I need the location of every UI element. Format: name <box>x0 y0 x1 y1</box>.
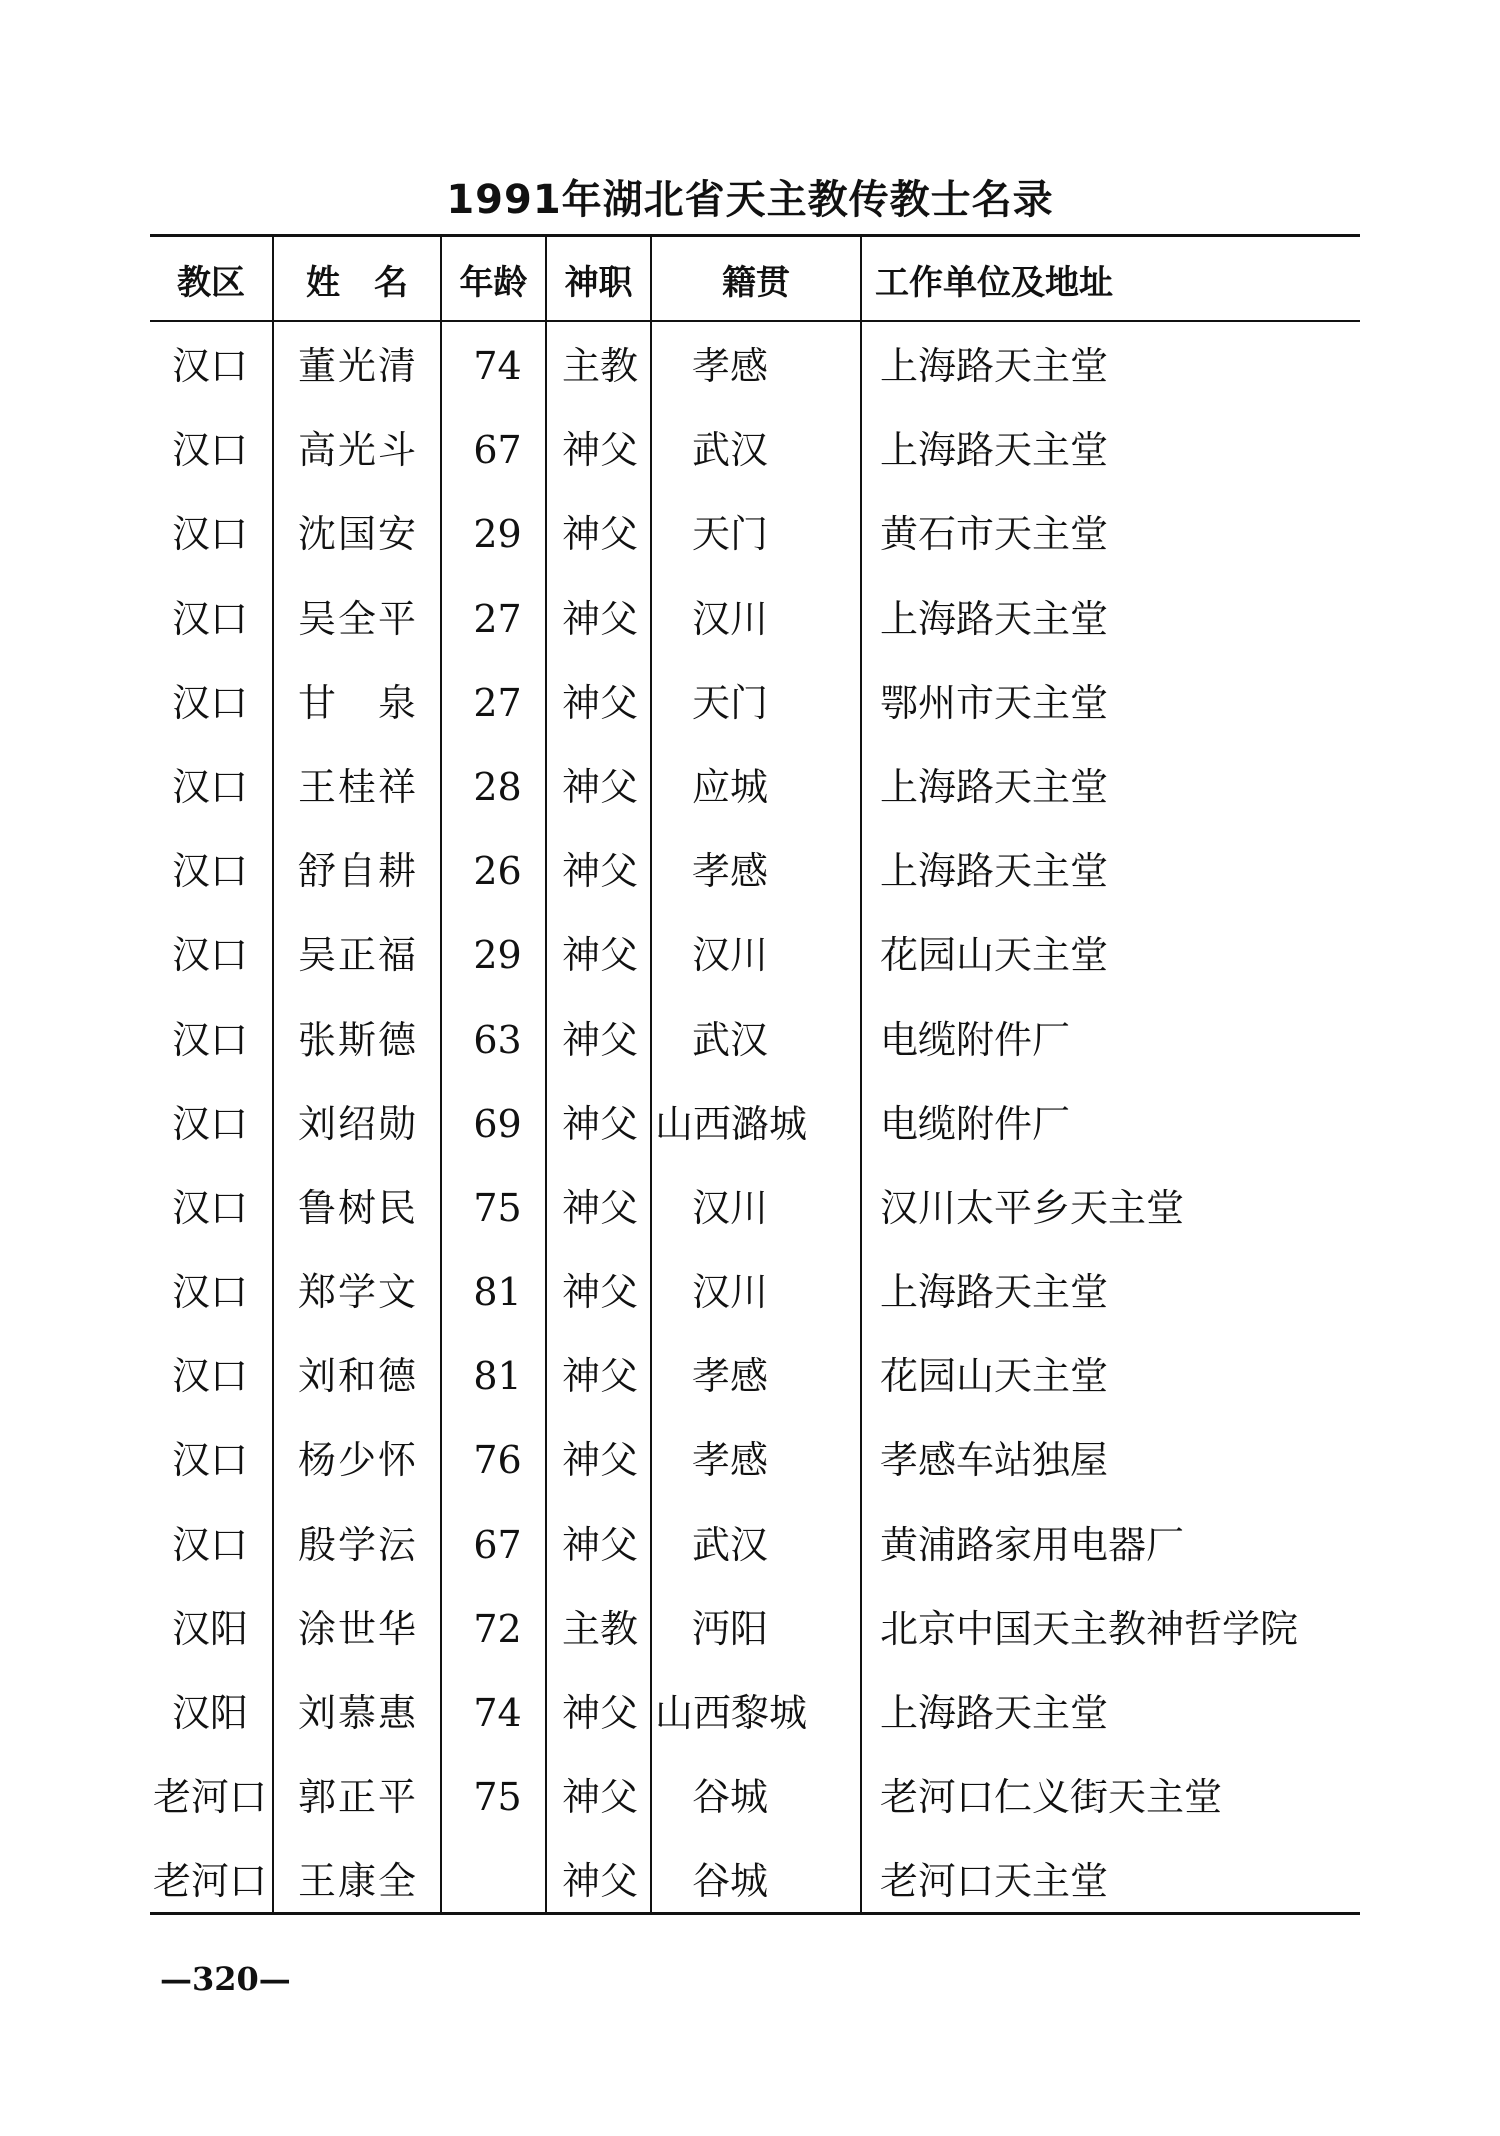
cell-address: 北京中国天主教神哲学院 <box>880 1606 1299 1651</box>
table-row <box>150 408 1360 492</box>
cell-diocese: 汉口 <box>171 764 248 809</box>
cell-role: 神父 <box>561 1185 638 1230</box>
table-row <box>150 1250 1360 1334</box>
cell-diocese: 老河口 <box>152 1859 267 1904</box>
cell-diocese: 汉口 <box>171 596 248 641</box>
cell-role: 神父 <box>561 1522 638 1567</box>
cell-diocese: 汉阳 <box>171 1691 248 1735</box>
cell-role: 神父 <box>561 933 638 978</box>
table-row <box>150 1082 1360 1166</box>
cell-address: 黄浦路家用电器厂 <box>880 1522 1185 1567</box>
cell-name: 涂世华 <box>297 1606 418 1651</box>
cell-address: 上海路天主堂 <box>880 1691 1109 1735</box>
cell-role: 主教 <box>561 344 638 388</box>
header-age: 年龄 <box>459 263 528 303</box>
cell-age: 29 <box>473 512 522 557</box>
cell-native-place: 山西黎城 <box>655 1691 808 1735</box>
cell-address: 花园山天主堂 <box>880 1354 1109 1399</box>
cell-name: 吴全平 <box>297 596 418 641</box>
cell-name: 王康全 <box>297 1859 418 1904</box>
cell-age: 26 <box>473 849 522 894</box>
cell-role: 神父 <box>561 428 638 473</box>
table-row <box>150 1671 1360 1755</box>
table-row <box>150 745 1360 829</box>
page-number: —320— <box>160 1960 291 1998</box>
cell-address: 鄂州市天主堂 <box>880 680 1109 725</box>
header-name: 姓 名 <box>306 263 408 303</box>
cell-name: 甘 泉 <box>297 680 418 725</box>
cell-role: 神父 <box>561 596 638 641</box>
cell-address: 上海路天主堂 <box>880 344 1109 388</box>
cell-diocese: 老河口 <box>152 1775 267 1820</box>
cell-age: 67 <box>473 1522 522 1567</box>
cell-diocese: 汉口 <box>171 1101 248 1146</box>
cell-name: 王桂祥 <box>297 764 418 809</box>
cell-role: 神父 <box>561 1859 638 1904</box>
cell-native-place: 天门 <box>691 680 768 725</box>
cell-native-place: 孝感 <box>691 1438 768 1483</box>
cell-diocese: 汉口 <box>171 512 248 557</box>
cell-role: 神父 <box>561 1017 638 1062</box>
cell-name: 吴正福 <box>297 933 418 978</box>
cell-age: 63 <box>473 1017 522 1062</box>
cell-address: 电缆附件厂 <box>880 1017 1071 1062</box>
table-row <box>150 998 1360 1082</box>
cell-native-place: 山西潞城 <box>655 1101 808 1146</box>
cell-diocese: 汉口 <box>171 1438 248 1483</box>
header-native-place: 籍贯 <box>722 263 790 303</box>
cell-native-place: 武汉 <box>691 428 768 473</box>
cell-name: 殷学沄 <box>297 1522 418 1567</box>
cell-role: 神父 <box>561 849 638 894</box>
cell-role: 主教 <box>561 1606 638 1651</box>
cell-diocese: 汉口 <box>171 933 248 978</box>
table-row <box>150 661 1360 745</box>
cell-role: 神父 <box>561 1270 638 1315</box>
cell-role: 神父 <box>561 1691 638 1735</box>
cell-address: 上海路天主堂 <box>880 596 1109 641</box>
cell-native-place: 孝感 <box>691 849 768 894</box>
header-diocese: 教区 <box>177 263 245 303</box>
cell-age: 75 <box>473 1185 522 1230</box>
cell-name: 舒自耕 <box>297 849 418 894</box>
header-role: 神职 <box>564 263 633 303</box>
cell-address: 老河口仁义街天主堂 <box>880 1775 1223 1820</box>
cell-age: 72 <box>473 1606 522 1651</box>
cell-age: 81 <box>473 1270 522 1315</box>
table-row <box>150 829 1360 913</box>
header-address: 工作单位及地址 <box>875 263 1113 303</box>
cell-diocese: 汉口 <box>171 428 248 473</box>
cell-native-place: 武汉 <box>691 1017 768 1062</box>
cell-role: 神父 <box>561 1101 638 1146</box>
cell-diocese: 汉口 <box>171 344 248 388</box>
cell-age: 69 <box>473 1101 522 1146</box>
cell-name: 鲁树民 <box>297 1185 418 1230</box>
cell-name: 郭正平 <box>297 1775 418 1820</box>
cell-age: 81 <box>473 1354 522 1399</box>
cell-native-place: 谷城 <box>691 1859 768 1904</box>
table-row <box>150 913 1360 997</box>
cell-native-place: 汉川 <box>691 1270 768 1315</box>
cell-diocese: 汉阳 <box>171 1606 248 1651</box>
cell-diocese: 汉口 <box>171 1185 248 1230</box>
cell-native-place: 应城 <box>691 764 768 809</box>
table-row <box>150 1418 1360 1502</box>
cell-age: 74 <box>473 344 522 388</box>
cell-name: 郑学文 <box>297 1270 418 1315</box>
cell-native-place: 孝感 <box>691 344 768 388</box>
table-row <box>150 492 1360 576</box>
table-row <box>150 1166 1360 1250</box>
cell-diocese: 汉口 <box>171 1270 248 1315</box>
cell-name: 董光清 <box>297 344 418 388</box>
table-row <box>150 577 1360 661</box>
cell-address: 上海路天主堂 <box>880 764 1109 809</box>
cell-age: 28 <box>473 764 522 809</box>
cell-role: 神父 <box>561 512 638 557</box>
cell-name: 高光斗 <box>297 428 418 473</box>
cell-age: 27 <box>473 680 522 725</box>
table-top-rule <box>150 234 1360 237</box>
cell-native-place: 汉川 <box>691 596 768 641</box>
cell-age: 67 <box>473 428 522 473</box>
table-row <box>150 1503 1360 1587</box>
cell-address: 黄石市天主堂 <box>880 512 1109 557</box>
cell-diocese: 汉口 <box>171 1522 248 1567</box>
cell-address: 上海路天主堂 <box>880 1270 1109 1315</box>
cell-native-place: 武汉 <box>691 1522 768 1567</box>
cell-native-place: 沔阳 <box>691 1606 768 1651</box>
cell-address: 孝感车站独屋 <box>880 1438 1109 1483</box>
document-title: 1991年湖北省天主教传教士名录 <box>446 177 1054 223</box>
cell-age: 29 <box>473 933 522 978</box>
cell-name: 沈国安 <box>297 512 418 557</box>
cell-age <box>450 1839 545 1923</box>
cell-address: 电缆附件厂 <box>880 1101 1071 1146</box>
table-row <box>150 1587 1360 1671</box>
table-row <box>150 1839 1360 1923</box>
cell-diocese: 汉口 <box>171 1017 248 1062</box>
cell-name: 刘绍勋 <box>297 1101 418 1146</box>
cell-native-place: 孝感 <box>691 1354 768 1399</box>
cell-address: 老河口天主堂 <box>880 1859 1109 1904</box>
cell-address: 汉川太平乡天主堂 <box>880 1185 1185 1230</box>
cell-diocese: 汉口 <box>171 680 248 725</box>
cell-native-place: 汉川 <box>691 933 768 978</box>
cell-diocese: 汉口 <box>171 1354 248 1399</box>
cell-role: 神父 <box>561 1354 638 1399</box>
cell-name: 杨少怀 <box>297 1438 418 1483</box>
cell-address: 上海路天主堂 <box>880 849 1109 894</box>
cell-native-place: 谷城 <box>691 1775 768 1820</box>
cell-age: 27 <box>473 596 522 641</box>
cell-age: 74 <box>473 1691 522 1735</box>
table-row <box>150 1334 1360 1418</box>
cell-role: 神父 <box>561 680 638 725</box>
cell-diocese: 汉口 <box>171 849 248 894</box>
cell-role: 神父 <box>561 1438 638 1483</box>
cell-role: 神父 <box>561 764 638 809</box>
table-body <box>150 324 1360 1924</box>
cell-address: 花园山天主堂 <box>880 933 1109 978</box>
cell-native-place: 天门 <box>691 512 768 557</box>
cell-address: 上海路天主堂 <box>880 428 1109 473</box>
cell-age: 75 <box>473 1775 522 1820</box>
header-bottom-rule <box>150 320 1360 322</box>
table-row <box>150 1755 1360 1839</box>
cell-role: 神父 <box>561 1775 638 1820</box>
cell-name: 张斯德 <box>297 1017 418 1062</box>
table-row <box>150 324 1360 408</box>
cell-native-place: 汉川 <box>691 1185 768 1230</box>
cell-age: 76 <box>473 1438 522 1483</box>
cell-name: 刘和德 <box>297 1354 418 1399</box>
cell-name: 刘慕惠 <box>297 1691 418 1735</box>
